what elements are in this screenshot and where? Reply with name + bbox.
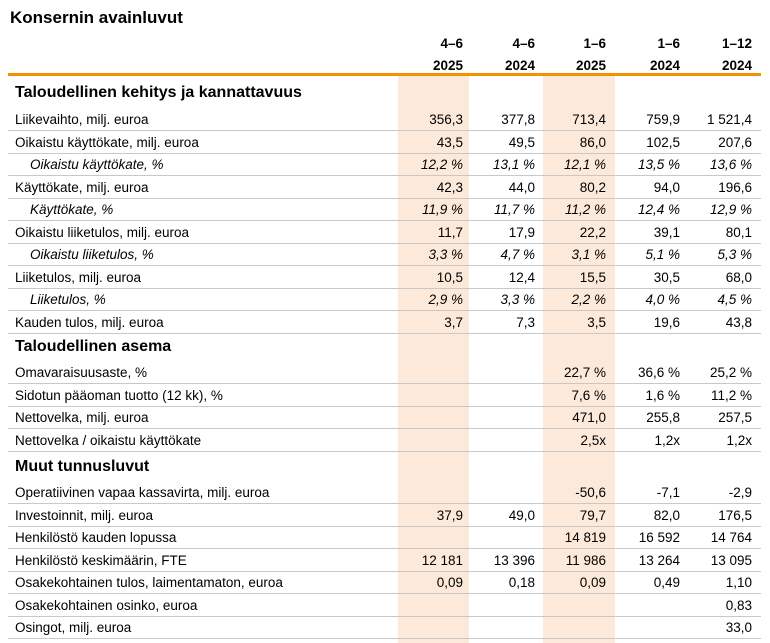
- table-cell: 11 986: [565, 552, 606, 568]
- row-label: Omavaraisuusaste, %: [15, 365, 148, 380]
- table-cell: 68,0: [725, 269, 752, 285]
- table-cell: 12,9 %: [709, 202, 752, 217]
- row-label: Oikaistu liiketulos, milj. euroa: [15, 224, 190, 240]
- table-cell: 1,6 %: [645, 387, 680, 403]
- row-label: Osakekohtainen osinko, euroa: [15, 597, 198, 613]
- table-cell: -7,1: [656, 485, 680, 500]
- table-row: [0, 267, 770, 289]
- page-title: Konsernin avainluvut: [10, 8, 183, 27]
- table-cell: 0,09: [436, 575, 463, 590]
- column-header-period: 4–6: [512, 36, 535, 51]
- table-cell: 13,6 %: [709, 157, 752, 172]
- table-cell: 377,8: [501, 112, 535, 127]
- table-cell: 39,1: [653, 224, 680, 240]
- header-divider: [8, 73, 761, 76]
- table-cell: 33,0: [725, 620, 752, 635]
- table-cell: 356,3: [429, 112, 463, 127]
- table-cell: 2,2 %: [571, 292, 606, 307]
- table-cell: 49,0: [508, 507, 535, 523]
- table-row: [0, 222, 770, 244]
- table-cell: 11,7: [437, 224, 463, 240]
- table-row: [0, 482, 770, 504]
- table-cell: 1,10: [725, 575, 752, 590]
- table-cell: 0,18: [508, 575, 535, 590]
- table-cell: 14 819: [564, 530, 606, 545]
- table-row: [0, 362, 770, 384]
- table-cell: 43,8: [725, 314, 752, 330]
- table-cell: 0,83: [725, 597, 752, 613]
- table-cell: 43,5: [436, 134, 463, 150]
- table-cell: 14 764: [710, 530, 752, 545]
- table-row: [0, 505, 770, 527]
- row-label: Nettovelka / oikaistu käyttökate: [15, 432, 202, 448]
- table-cell: 5,3 %: [717, 247, 752, 262]
- table-cell: 102,5: [646, 134, 680, 150]
- row-label: Investoinnit, milj. euroa: [15, 507, 154, 523]
- table-cell: 82,0: [653, 507, 680, 523]
- table-row: [0, 572, 770, 594]
- column-header-year: 2024: [649, 58, 680, 73]
- table-cell: 207,6: [718, 134, 752, 150]
- table-row: [0, 177, 770, 199]
- table-cell: 4,7 %: [500, 247, 535, 262]
- row-label: Käyttökate, milj. euroa: [15, 179, 149, 195]
- table-cell: 79,7: [579, 507, 606, 523]
- row-separator: [8, 333, 761, 334]
- row-label: Liiketulos, milj. euroa: [15, 269, 142, 285]
- table-cell: 12,2 %: [420, 157, 463, 172]
- table-cell: 11,2 %: [564, 202, 606, 217]
- table-row: [0, 244, 770, 266]
- table-cell: 11,9 %: [421, 202, 463, 217]
- table-row: [0, 430, 770, 452]
- table-cell: 80,1: [725, 224, 752, 240]
- table-cell: 13 264: [638, 552, 680, 568]
- section-title: Taloudellinen kehitys ja kannattavuus: [15, 84, 302, 101]
- table-row: [0, 132, 770, 154]
- table-cell: 759,9: [646, 112, 680, 127]
- table-cell: 80,2: [579, 179, 606, 195]
- section-title: Taloudellinen asema: [15, 338, 172, 355]
- table-cell: 176,5: [718, 507, 752, 523]
- row-label: Henkilöstö keskimäärin, FTE: [15, 552, 187, 568]
- table-cell: 10,5: [436, 269, 463, 285]
- table-cell: 471,0: [572, 410, 606, 425]
- table-cell: 13,5 %: [637, 157, 680, 172]
- table-cell: 255,8: [646, 410, 680, 425]
- column-header-period: 1–6: [583, 36, 606, 51]
- table-cell: 22,7 %: [563, 365, 606, 380]
- table-cell: 49,5: [508, 134, 535, 150]
- table-cell: 3,5: [587, 314, 606, 330]
- table-cell: 1,2x: [654, 432, 680, 448]
- table-cell: 3,3 %: [428, 247, 463, 262]
- table-cell: 11,2 %: [710, 387, 752, 403]
- table-row: [0, 527, 770, 549]
- row-label: Henkilöstö kauden lopussa: [15, 530, 177, 545]
- table-row: [0, 289, 770, 311]
- row-label: Oikaistu käyttökate, %: [30, 157, 164, 172]
- table-cell: 257,5: [718, 410, 752, 425]
- column-header-year: 2024: [504, 58, 535, 73]
- row-label: Sidotun pääoman tuotto (12 kk), %: [15, 387, 223, 403]
- table-cell: 22,2: [579, 224, 606, 240]
- table-cell: 25,2 %: [709, 365, 752, 380]
- table-cell: 7,3: [516, 314, 535, 330]
- table-cell: 7,6 %: [571, 387, 606, 403]
- table-cell: 42,3: [436, 179, 463, 195]
- table-cell: 11,7 %: [493, 202, 535, 217]
- table-cell: 12,4: [508, 269, 535, 285]
- row-label: Kauden tulos, milj. euroa: [15, 314, 164, 330]
- table-cell: 13 095: [710, 552, 752, 568]
- table-row: [0, 595, 770, 617]
- table-cell: 1 521,4: [706, 112, 752, 127]
- table-cell: 86,0: [579, 134, 606, 150]
- table-cell: -50,6: [575, 485, 606, 500]
- table-row: [0, 385, 770, 407]
- column-header-year: 2025: [432, 58, 463, 73]
- table-cell: 2,5x: [580, 432, 606, 448]
- table-cell: 12 181: [421, 552, 463, 568]
- table-cell: 19,6: [653, 314, 680, 330]
- table-cell: 37,9: [436, 507, 463, 523]
- column-header-year: 2025: [575, 58, 606, 73]
- column-header-year: 2024: [721, 58, 752, 73]
- table-cell: 13 396: [493, 552, 535, 568]
- table-cell: 2,9 %: [428, 292, 463, 307]
- table-cell: 94,0: [653, 179, 680, 195]
- column-header-period: 1–6: [657, 36, 680, 51]
- table-row: [0, 154, 770, 176]
- table-cell: 3,1 %: [571, 247, 606, 262]
- table-cell: 15,5: [579, 269, 606, 285]
- row-label: Liiketulos, %: [30, 292, 106, 307]
- row-label: Käyttökate, %: [30, 202, 114, 217]
- table-cell: 0,49: [653, 575, 680, 590]
- row-separator: [8, 638, 761, 639]
- table-cell: 36,6 %: [637, 365, 680, 380]
- table-row: [0, 407, 770, 429]
- table-cell: 4,5 %: [717, 292, 752, 307]
- table-cell: 12,4 %: [637, 202, 680, 217]
- row-label: Oikaistu käyttökate, milj. euroa: [15, 134, 199, 150]
- table-cell: 17,9: [508, 224, 535, 240]
- table-cell: 1,2x: [726, 432, 752, 448]
- table-cell: 3,7: [444, 314, 463, 330]
- table-row: [0, 109, 770, 131]
- table-cell: -2,9: [728, 485, 752, 500]
- table-cell: 196,6: [718, 179, 752, 195]
- row-label: Oikaistu liiketulos, %: [30, 247, 154, 262]
- row-label: Operatiivinen vapaa kassavirta, milj. euroa: [15, 485, 270, 500]
- table-row: [0, 550, 770, 572]
- table-cell: 13,1 %: [492, 157, 535, 172]
- table-cell: 30,5: [653, 269, 680, 285]
- row-label: Osakekohtainen tulos, laimentamaton, euroa: [15, 575, 283, 590]
- row-label: Liikevaihto, milj. euroa: [15, 112, 149, 127]
- row-label: Nettovelka, milj. euroa: [15, 410, 149, 425]
- column-header-period: 4–6: [440, 36, 463, 51]
- row-label: Osingot, milj. euroa: [15, 620, 132, 635]
- column-header-period: 1–12: [721, 36, 752, 51]
- table-cell: 44,0: [508, 179, 535, 195]
- table-cell: 3,3 %: [500, 292, 535, 307]
- table-cell: 4,0 %: [645, 292, 680, 307]
- row-separator: [8, 451, 761, 452]
- section-title: Muut tunnusluvut: [15, 458, 150, 475]
- table-row: [0, 199, 770, 221]
- table-cell: 0,09: [579, 575, 606, 590]
- table-row: [0, 312, 770, 334]
- table-row: [0, 617, 770, 639]
- table-cell: 12,1 %: [563, 157, 606, 172]
- table-cell: 16 592: [638, 530, 680, 545]
- table-cell: 713,4: [572, 112, 606, 127]
- table-cell: 5,1 %: [645, 247, 680, 262]
